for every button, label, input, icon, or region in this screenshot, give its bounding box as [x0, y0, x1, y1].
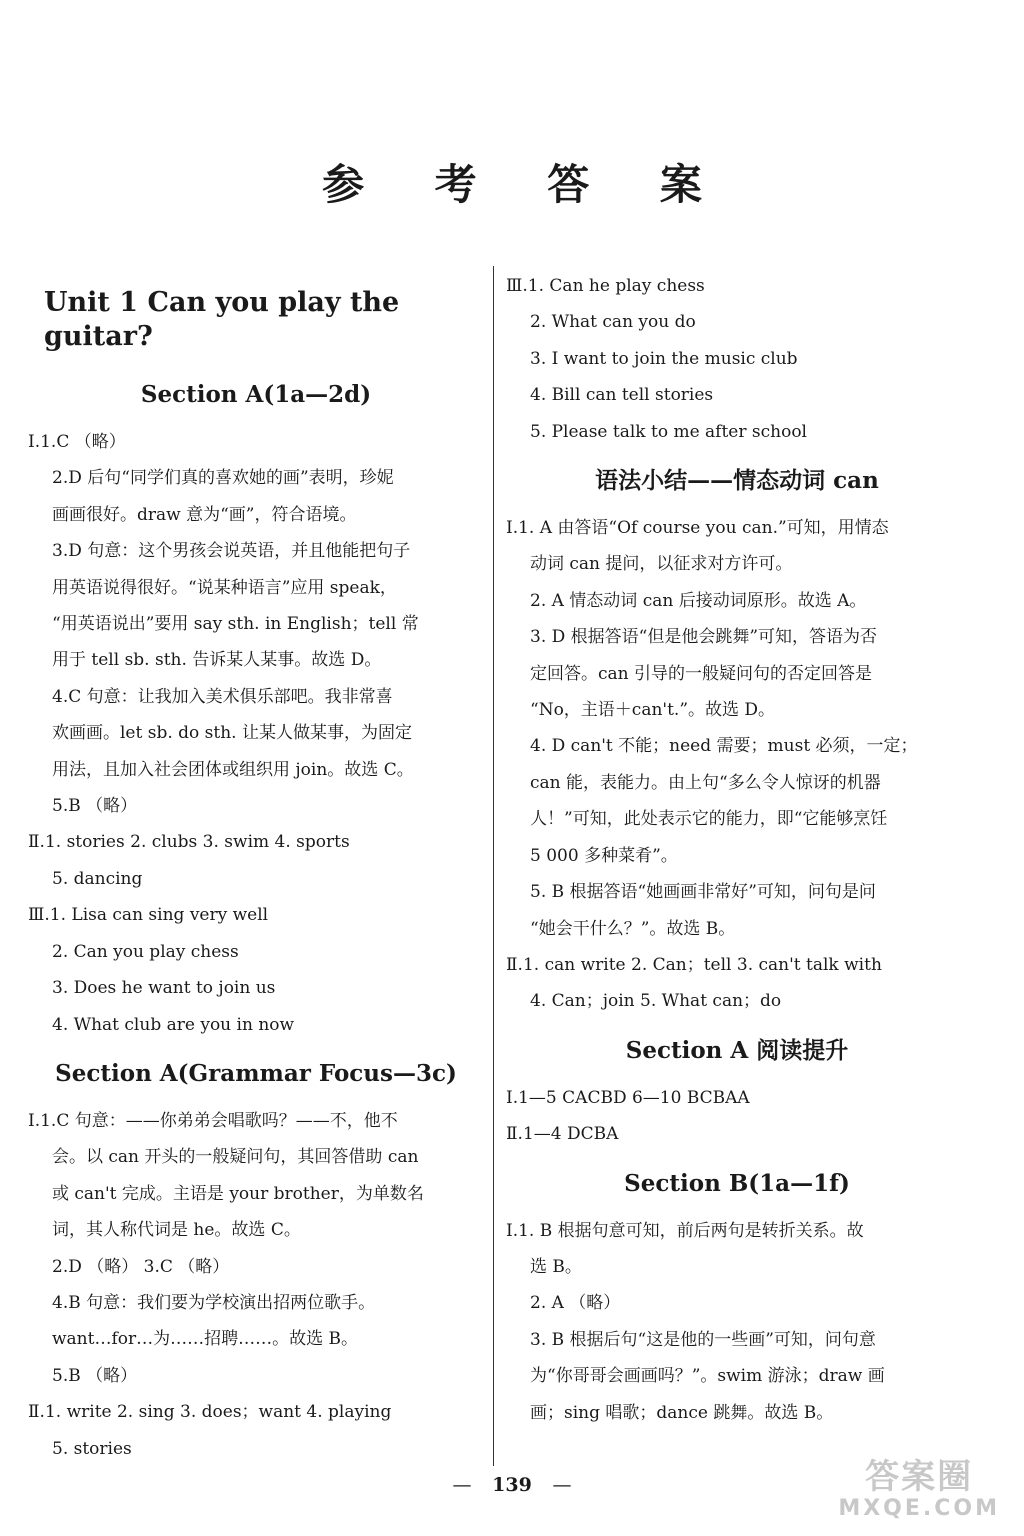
answer-line: 2. A 情态动词 can 后接动词原形。故选 A。 — [530, 590, 867, 611]
answer-line: 5. stories — [52, 1438, 132, 1459]
answer-line: 4. What club are you in now — [52, 1014, 295, 1035]
grammar-focus-answers — [28, 1103, 484, 1467]
watermark-bottom-text: MXQE.COM — [838, 1496, 1000, 1521]
answer-line: 4.B 句意：我们要为学校演出招两位歌手。 — [52, 1292, 376, 1313]
answer-line: can 能，表能力。由上句“多么令人惊讶的机器 — [530, 772, 881, 793]
reading-answers — [506, 1080, 968, 1153]
section-b-answers — [506, 1213, 968, 1431]
answer-line: 5. B 根据答语“她画画非常好”可知，问句是问 — [530, 882, 876, 903]
answer-line: 会。以 can 开头的一般疑问句，其回答借助 can — [52, 1147, 419, 1168]
answer-line: 3.D 句意：这个男孩会说英语，并且他能把句子 — [52, 541, 411, 562]
answer-line: 2.D （略） 3.C （略） — [52, 1256, 230, 1277]
left-column — [28, 268, 484, 1467]
answer-line: Ⅱ.1. write 2. sing 3. does；want 4. playing — [28, 1402, 392, 1423]
footer-dash-right: — — [552, 1474, 572, 1496]
section-title: Section A(Grammar Focus—3c) — [55, 1059, 457, 1087]
section-a-answers — [28, 424, 484, 1043]
answer-line: 动词 can 提问，以征求对方许可。 — [530, 554, 793, 575]
answer-line: 5.B （略） — [52, 1365, 138, 1386]
answer-line: Ⅲ.1. Lisa can sing very well — [28, 905, 269, 926]
answer-line: 4. Bill can tell stories — [530, 385, 714, 406]
answer-line: 3. Does he want to join us — [52, 978, 276, 999]
answer-line: 3. I want to join the music club — [530, 348, 798, 369]
answer-line: 4. Can；join 5. What can；do — [530, 991, 782, 1012]
answer-line: 5 000 多种菜肴”。 — [530, 845, 678, 866]
column-divider — [493, 266, 494, 1466]
answer-line: “用英语说出”要用 say sth. in English；tell 常 — [52, 614, 419, 635]
answer-line: 2.D 后句“同学们真的喜欢她的画”表明，珍妮 — [52, 468, 394, 489]
answer-line: “No，主语＋can't.”。故选 D。 — [530, 700, 776, 721]
answer-line: 5.B （略） — [52, 796, 138, 817]
page-number: 139 — [492, 1474, 532, 1496]
answer-line: 2. A （略） — [530, 1293, 621, 1314]
answer-line: want…for…为……招聘……。故选 B。 — [52, 1329, 359, 1350]
answer-line: 为“你哥哥会画画吗？”。swim 游泳；draw 画 — [530, 1366, 885, 1387]
answer-line: Ⅱ.1—4 DCBA — [506, 1124, 619, 1145]
section-title: Section B(1a—1f) — [624, 1169, 850, 1197]
answer-line: 用于 tell sb. sth. 告诉某人某事。故选 D。 — [52, 650, 382, 671]
page-title: 参 考 答 案 — [322, 160, 730, 209]
watermark-logo — [838, 1457, 1000, 1521]
answer-line: 5. dancing — [52, 868, 143, 889]
answer-line: 选 B。 — [530, 1256, 582, 1277]
answer-line: 画画很好。draw 意为“画”，符合语境。 — [52, 504, 357, 525]
answer-line: 用法，且加入社会团体或组织用 join。故选 C。 — [52, 759, 414, 780]
answer-line: Ⅱ.1. stories 2. clubs 3. swim 4. sports — [28, 832, 350, 853]
answer-line: Ⅰ.1.C 句意：——你弟弟会唱歌吗？——不，他不 — [28, 1110, 398, 1131]
footer-dash-left: — — [452, 1474, 472, 1496]
grammar-summary-answers — [506, 510, 968, 1020]
section-a-part3-answers — [506, 268, 968, 450]
answer-line: 欢画画。let sb. do sth. 让某人做某事，为固定 — [52, 723, 412, 744]
right-column — [506, 268, 968, 1431]
section-title: Section A(1a—2d) — [140, 381, 372, 408]
answer-line: Ⅲ.1. Can he play chess — [506, 276, 705, 296]
answer-line: 5. Please talk to me after school — [530, 421, 807, 442]
answer-line: “她会干什么？”。故选 B。 — [530, 918, 736, 939]
answer-line: 用英语说得很好。“说某种语言”应用 speak， — [52, 577, 397, 598]
answer-line: 或 can't 完成。主语是 your brother，为单数名 — [52, 1183, 424, 1204]
answer-line: Ⅰ.1—5 CACBD 6—10 BCBAA — [506, 1087, 750, 1108]
answer-line: Ⅰ.1.C （略） — [28, 432, 126, 452]
answer-line: 2. Can you play chess — [52, 941, 239, 962]
answer-line: 3. D 根据答语“但是他会跳舞”可知，答语为否 — [530, 627, 878, 648]
section-title: 语法小结——情态动词 can — [595, 467, 879, 495]
answer-line: 3. B 根据后句“这是他的一些画”可知，问句意 — [530, 1329, 876, 1350]
answer-line: 画；sing 唱歌；dance 跳舞。故选 B。 — [530, 1402, 834, 1423]
answer-line: 4. D can't 不能；need 需要；must 必须，一定； — [530, 736, 918, 757]
watermark-top-text: 答案圈 — [865, 1457, 974, 1497]
answer-line: 人！”可知，此处表示它的能力，即“它能够烹饪 — [530, 809, 888, 830]
answer-line: Ⅰ.1. A 由答语“Of course you can.”可知，用情态 — [506, 518, 889, 539]
answer-line: 定回答。can 引导的一般疑问句的否定回答是 — [530, 663, 873, 684]
answer-line: 词，其人称代词是 he。故选 C。 — [52, 1220, 301, 1241]
section-title: Section A 阅读提升 — [625, 1036, 849, 1064]
unit-title: Unit 1 Can you play the guitar? — [44, 287, 400, 352]
answer-line: Ⅰ.1. B 根据句意可知，前后两句是转折关系。故 — [506, 1220, 864, 1241]
answer-line: Ⅱ.1. can write 2. Can；tell 3. can't talk with — [506, 954, 882, 975]
answer-line: 4.C 句意：让我加入美术俱乐部吧。我非常喜 — [52, 686, 393, 707]
answer-line: 2. What can you do — [530, 312, 696, 333]
